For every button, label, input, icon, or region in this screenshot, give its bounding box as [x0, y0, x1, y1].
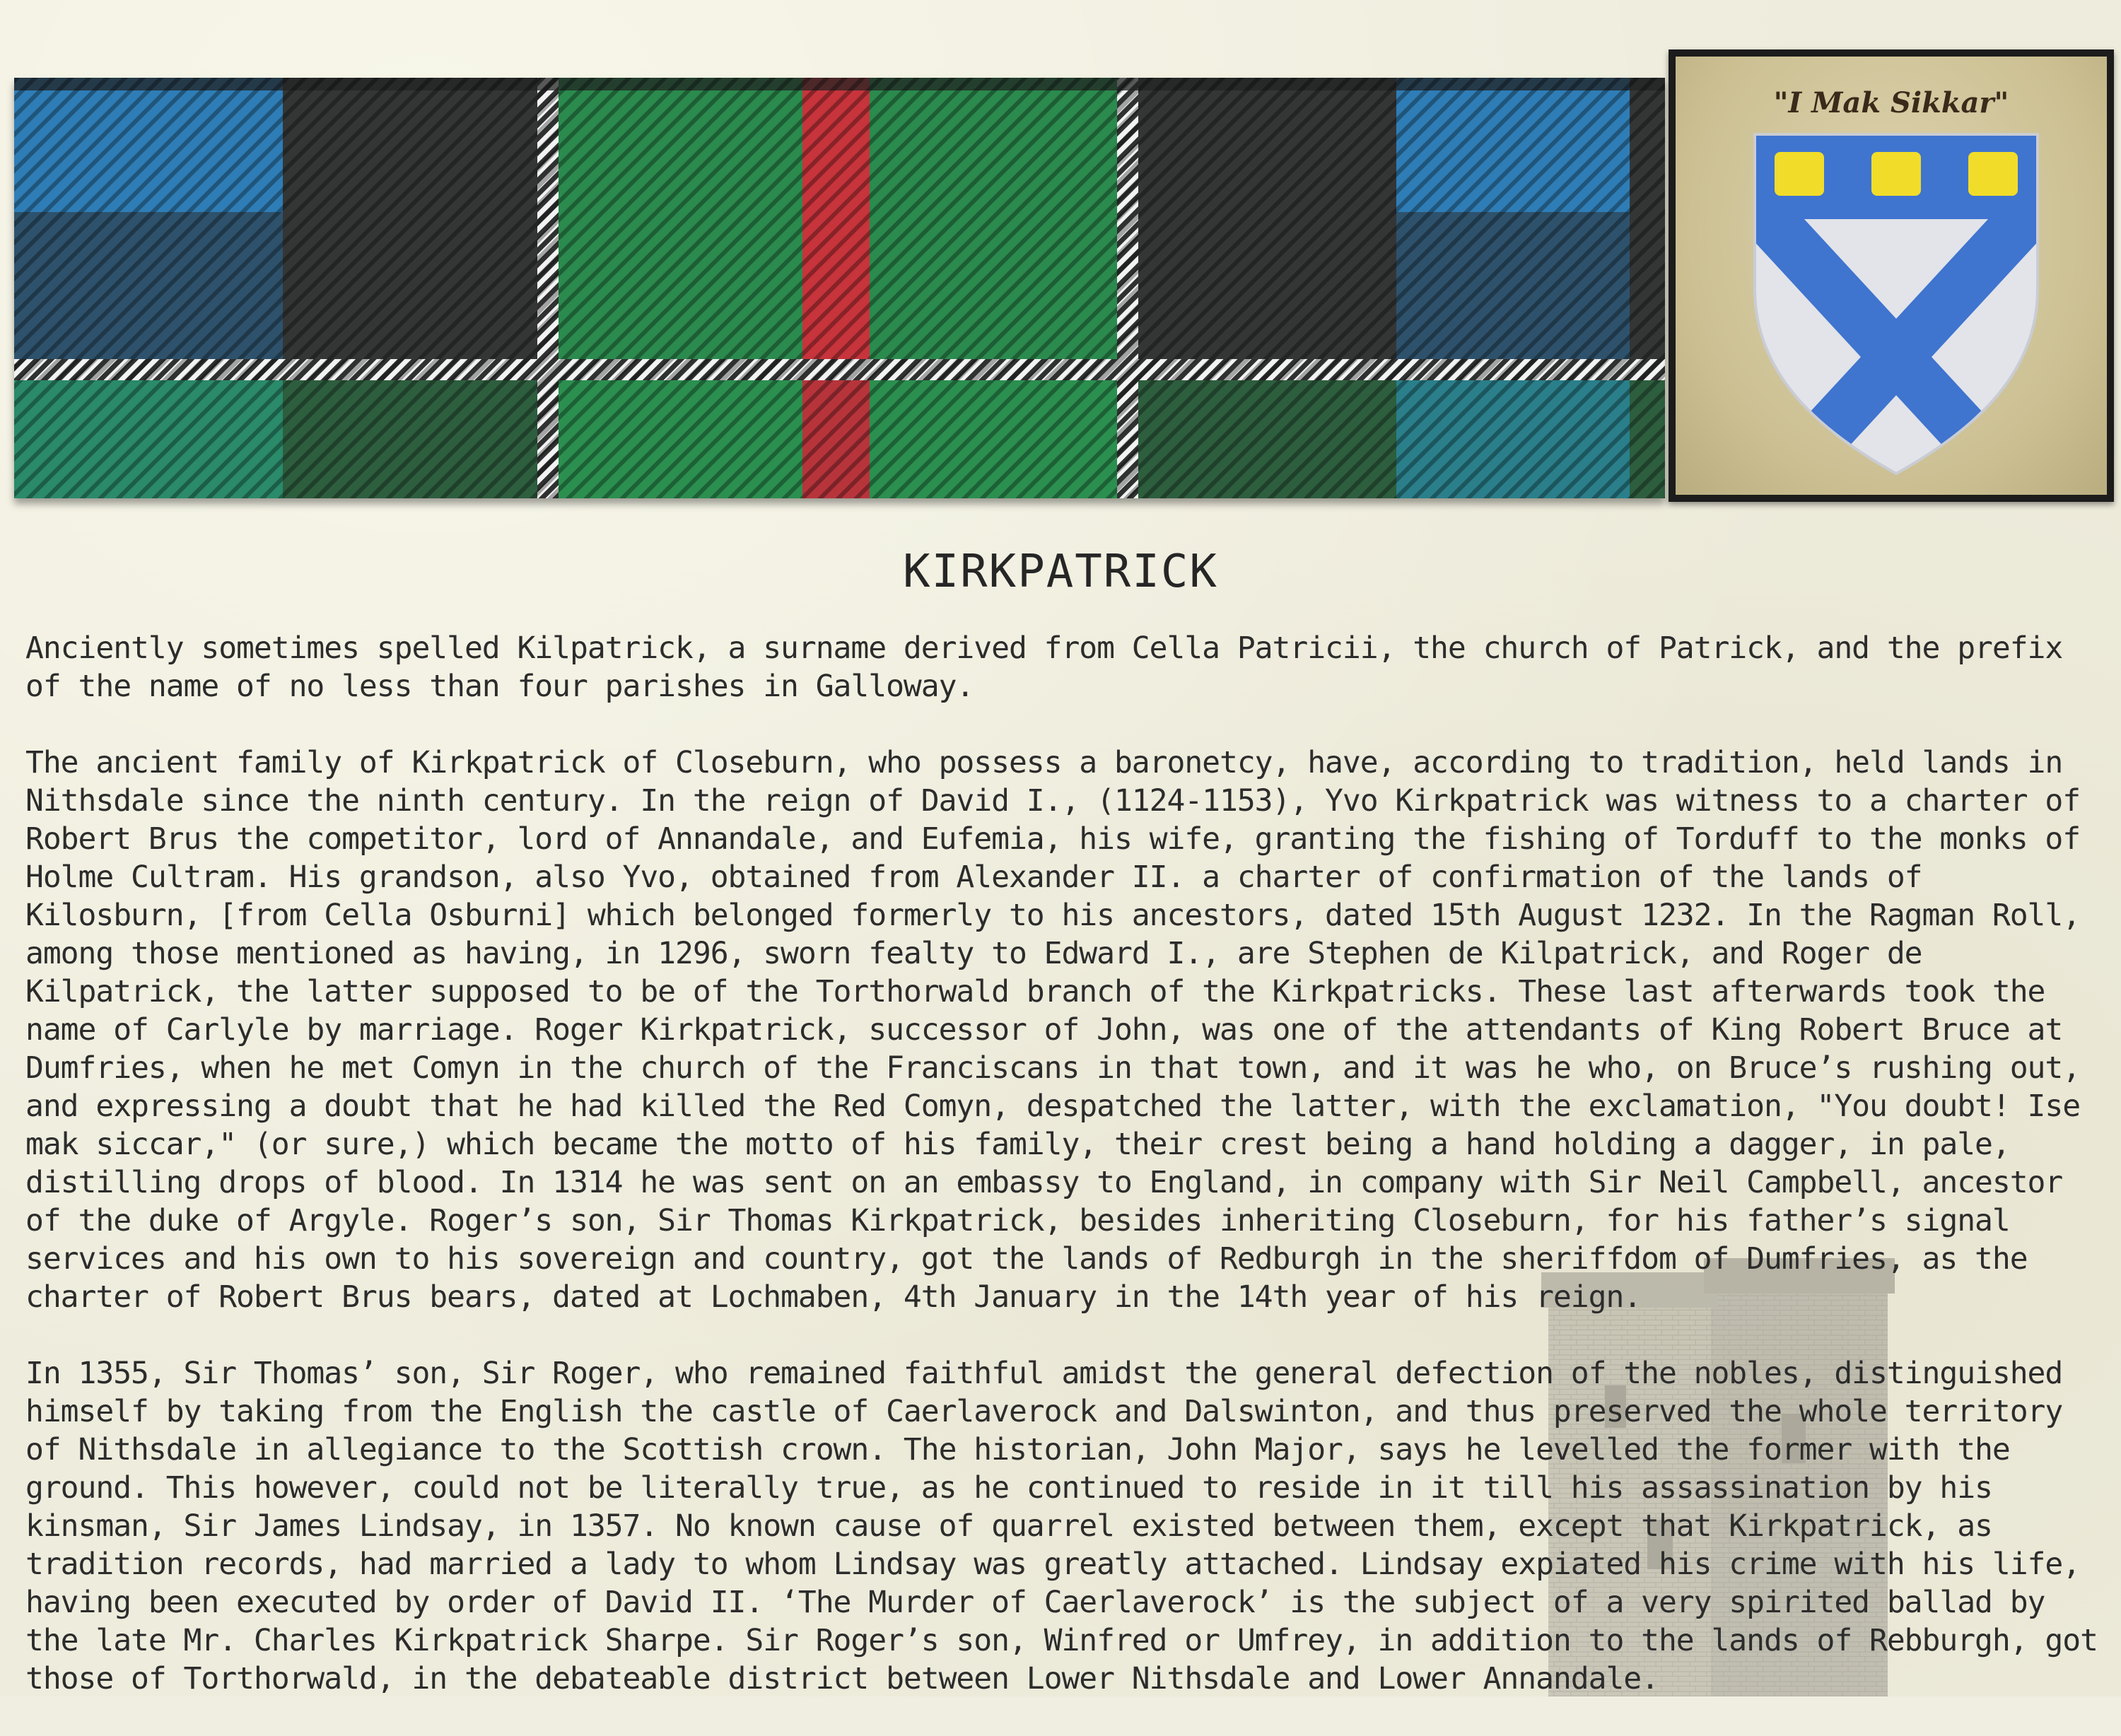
article-body — [25, 629, 2104, 1736]
paragraph-3: In 1355, Sir Thomas’ son, Sir Roger, who remained faithful amidst the general defection of the nobles, distinguished himself by taking from the English the castle of Caerlaverock and Dalswinton, and thus preserved the whole territory of Nithsdale in allegiance to the Scottish crown. The historian, John Major, says he levelled the former with the ground. This however, could not be literally true, as he continued to reside in it till his assassination by his kinsman, Sir James Lindsay, in 1357. No known cause of quarrel existed between them, except that Kirkpatrick, as tradition records, had married a lady to whom Lindsay was greatly attached. Lindsay expiated his crime with his life, having been executed by order of David II. ‘The Murder of Caerlaverock’ is the subject of a very spirited ballad by the late Mr. Charles Kirkpatrick Sharpe. Sir Roger’s son, Winfred or Umfrey, in addition to the lands of Rebburgh, got those of Torthorwald, in the debateable district between Lower Nithsdale and Lower Annandale. — [25, 1356, 2098, 1696]
paragraph-2: The ancient family of Kirkpatrick of Closeburn, who possess a baronetcy, have, according to tradition, held lands in Nithsdale since the ninth century. In the reign of David I., (1124-1153), Yvo Kirkpatrick was witness to a charter of Robert Brus the competitor, lord of Annandale, and Eufemia, his wife, granting the fishing of Torduff to the monks of Holme Cultram. His grandson, also Yvo, obtained from Alexander II. a charter of confirmation of the lands of Kilosburn, [from Cella Osburni] which belonged formerly to his ancestors, dated 15th August 1232. In the Ragman Roll, among those mentioned as having, in 1296, sworn fealty to Edward I., are Stephen de Kilpatrick, and Roger de Kilpatrick, the latter supposed to be of the Torthorwald branch of the Kirkpatricks. These last afterwards took the name of Carlyle by marriage. Roger Kirkpatrick, successor of John, was one of the attendants of King Robert Bruce at Dumfries, when he met Comyn in the church of the Franciscans in that town, and it was he who, on Bruce’s rushing out, and expressing a doubt that he had killed the Red Comyn, despatched the latter, with the exclamation, "You doubt! Ise mak siccar," (or sure,) which became the motto of his family, their crest being a hand holding a dagger, in pale, distilling drops of blood. In 1314 he was sent on an embassy to England, in company with Sir Neil Campbell, ancestor of the duke of Argyle. Roger’s son, Sir Thomas Kirkpatrick, besides inheriting Closeburn, for his father’s signal services and his own to his sovereign and country, got the lands of Redburgh in the sheriffdom of Dumfries, as the charter of Robert Brus bears, dated at Lochmaben, 4th January in the 14th year of his reign. — [25, 745, 2081, 1315]
paragraph-1: Anciently sometimes spelled Kilpatrick, a surname derived from Cella Patricii, the church of Patrick, and the prefix of the name of no less than four parishes in Galloway. — [25, 631, 2063, 704]
motto-text: "I Mak Sikkar" — [1773, 86, 2009, 119]
coat-of-arms-shield — [1748, 127, 2045, 481]
tartan-banner — [14, 78, 1665, 498]
page-title: KIRKPATRICK — [903, 546, 1218, 598]
crest-panel — [1669, 49, 2114, 502]
